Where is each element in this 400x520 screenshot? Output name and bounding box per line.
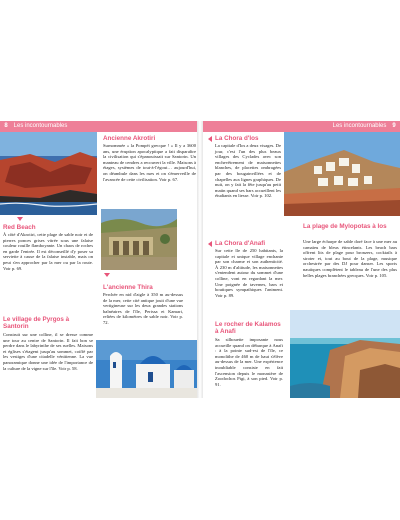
ancienne-thira-text: Perchée en nid d'aigle à 350 m au-dessus de la mer, cette cité antique jouit d'une vue vertigineuse sur les deux grandes stations balnéaires de l'île, Perissa et Kamari, reliées de kilomètres de sable noir. Voir p. 72.: [103, 292, 183, 325]
chora-anafi-title: La Chora d'Anafi: [215, 240, 266, 247]
right-page-number: 9: [392, 123, 396, 129]
akrotiri-text: Surnommée « la Pompéi grecque ! » Il y a 3600 ans, une éruption apocalyptique a fait disparaître la civilisation qui s'épanouissait sur Santorin. Un manteau de cendres a recouvert la ville. Maisons à étages, systèmes de tout-à-l'égout… aujourd'hui, on déambule dans les rues et on s'émerveille de l'avancée de cette civilisation. Voir p. 67.: [103, 143, 196, 182]
pyrgos-title: Le village de Pyrgos à Santorin: [3, 316, 70, 330]
kalamos-text: Sa silhouette imposante nous accueille quand on débarque à Anafi : à la pointe sud-est de l'île, ce monolithe de 460 m de haut s'élève au-dessus de la mer. Une expérience inoubliable consiste en fait l'ascension depuis le monastère de Zoodochos Pigi, à son pied. Voir p. 91.: [215, 337, 283, 387]
ruins-illustration: [101, 209, 177, 270]
pyrgos-photo: [96, 340, 197, 398]
page-gutter: [197, 121, 203, 398]
left-header-title: Les incontournables: [13, 123, 68, 129]
chora-anafi-text: Sur cette île de 250 habitants, la capitale et unique village enchante par son charme et son authenticité. À 230 m d'altitude, les maisonnettes s'entendent autour du sommet d'une colline, vont en regardant la mer. Une poignée de tavernes, bars et boutiques sympathiques l'animent. Voir p. 89.: [215, 248, 283, 298]
pyrgos-text: Construit sur une colline, il se dresse comme une tour au centre de Santorin. Il fait bon se perdre dans le labyrinthe de ses ruelles. Maisons et églises s'étagent jusqu'au sommet, coiffé par les vestiges d'une citadelle vénitienne. La vue panoramique donne une idée de l'importance de la culture de la vigne sur l'île. Voir p. 58.: [3, 332, 93, 371]
red-beach-text: À côté d'Akrotiri, cette plage de sable noir et de pierres ponces grises vitrée sous une falaise couleur rouille flamboyante. Un chaos de roches en garde l'entrée. Il est déconseillé d'y poser sa serviette à cause de la falaise instable, mais on peut s'en approcher par la mer ou par la route. Voir p. 69.: [3, 232, 93, 271]
mylopotas-text: Une large écharpe de sable doré face à une mer au camaïeu de bleus étincelants. Les beach bars offrent lits de plage pour bronzers, cocktails à siroter et, tout au bout de la plage, musique orchestrée par des DJ pour danser. Les sports nautiques complètent le tableau de l'une des plus belles plages branchées grecques. Voir p. 105.: [303, 239, 397, 278]
arrow-marker-icon: [208, 136, 212, 142]
left-page-header: [0, 121, 197, 132]
kalamos-title: Le rocher de Kalamos à Anafi: [215, 321, 281, 335]
red-beach-illustration: [0, 132, 97, 215]
right-page-header: [203, 121, 400, 132]
bullet-marker-icon: [104, 273, 110, 277]
ancienne-thira-title: L'ancienne Thira: [103, 284, 153, 291]
kalamos-photo: [290, 310, 400, 398]
pyrgos-illustration: [96, 340, 197, 398]
chora-ios-title: La Chora d'Ios: [215, 135, 259, 142]
red-beach-title: Red Beach: [3, 224, 36, 231]
red-beach-photo: [0, 132, 97, 215]
chora-ios-text: La capitale d'Ios a deux visages. De jour, c'est l'un des plus beaux villages des Cyclades avec son enchevêtrement de maisonnettes blanches, de placettes ombragées par des bougainvillées et de chapelles aux lignes graphiques. De nuit, on y fait la fête jusqu'au petit matin quand ses bars accueillent les étudiants en liesse. Voir p. 102.: [215, 143, 281, 199]
left-page-number: 8: [4, 123, 8, 129]
ios-town-illustration: [284, 132, 400, 216]
bullet-marker-icon: [17, 217, 23, 221]
arrow-marker-icon: [208, 241, 212, 247]
chora-ios-photo: [284, 132, 400, 216]
ancient-thira-photo: [101, 209, 177, 270]
mylopotas-title: La plage de Mylopotas à Ios: [303, 223, 387, 230]
akrotiri-title: Ancienne Akrotiri: [103, 135, 156, 142]
guidebook-spread: [0, 121, 400, 398]
kalamos-illustration: [290, 310, 400, 398]
right-header-title: Les incontournables: [332, 123, 387, 129]
